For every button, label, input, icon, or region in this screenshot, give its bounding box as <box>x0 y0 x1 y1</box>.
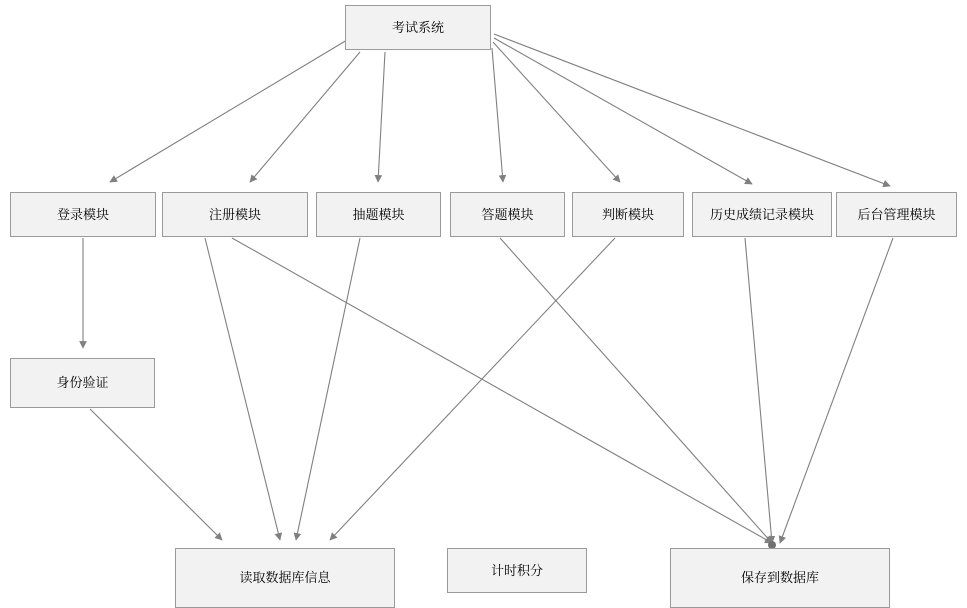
edge-root-register <box>250 52 360 182</box>
edge-answer-savedb <box>500 238 772 543</box>
edge-auth-readdb <box>90 409 222 540</box>
edge-judge-readdb <box>330 238 615 540</box>
edge-register-readdb <box>205 238 280 540</box>
edge-root-history <box>494 38 752 184</box>
node-savedb[interactable]: 保存到数据库 <box>670 548 890 608</box>
node-history[interactable]: 历史成绩记录模块 <box>692 192 832 237</box>
edge-register-savedb <box>232 238 772 543</box>
node-admin[interactable]: 后台管理模块 <box>836 192 957 237</box>
edge-admin-savedb <box>780 238 893 543</box>
node-answer[interactable]: 答题模块 <box>450 192 565 237</box>
node-login[interactable]: 登录模块 <box>10 192 156 237</box>
node-timer[interactable]: 计时积分 <box>447 548 587 593</box>
edge-history-savedb <box>745 238 772 543</box>
node-register[interactable]: 注册模块 <box>162 192 308 237</box>
node-root[interactable]: 考试系统 <box>345 5 491 50</box>
edge-root-login <box>110 40 347 182</box>
node-draw[interactable]: 抽题模块 <box>316 192 441 237</box>
edge-root-draw <box>378 52 385 182</box>
node-readdb[interactable]: 读取数据库信息 <box>175 548 395 608</box>
node-judge[interactable]: 判断模块 <box>572 192 684 237</box>
edge-root-admin <box>494 34 890 186</box>
edge-draw-readdb <box>296 238 360 540</box>
edge-root-answer <box>492 48 503 182</box>
edge-root-judge <box>493 42 620 182</box>
node-auth[interactable]: 身份验证 <box>10 358 155 408</box>
